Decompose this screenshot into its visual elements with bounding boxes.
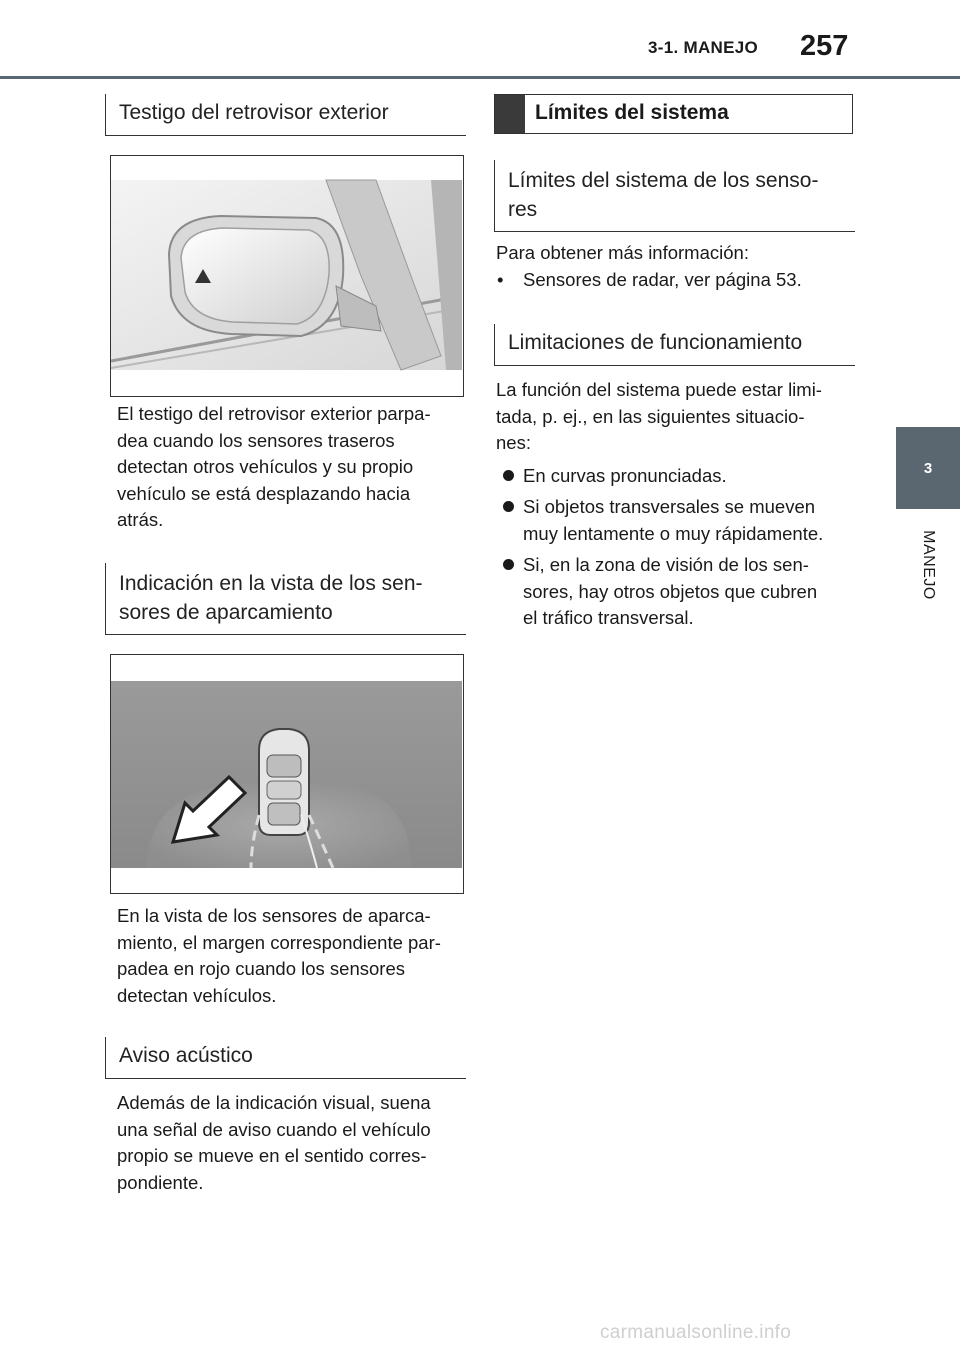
text-line: Además de la indicación visual, suena [117,1092,431,1113]
bullet-dot-icon [503,501,514,512]
list-item [496,267,856,294]
text-line: En curvas pronunciadas. [523,464,727,486]
header-rule [0,76,960,79]
text-line: una señal de aviso cuando el vehículo [117,1118,431,1140]
chapter-side-label-text: MANEJO [920,530,937,600]
text-line: atrás. [117,509,164,530]
text-line: detectan vehículos. [117,984,277,1006]
text-line: En la vista de los sensores de aparca- [117,905,431,926]
heading-sensor-limits-line: Límites del sistema de los senso- [508,169,819,192]
heading-function-limits [494,324,855,366]
text-line: el tráfico transversal. [523,607,694,628]
text-line: muy lentamente o muy rápidamente. [523,522,824,544]
heading-sensor-limits-line: res [508,198,538,221]
text-line: tada, p. ej., en las siguientes situacio- [496,405,805,427]
running-header-section: 3-1. MANEJO [648,38,759,57]
heading-sensor-limits [494,160,855,232]
list-item [496,494,858,547]
heading-function-limits-text: Limitaciones de funcionamiento [508,331,803,354]
text-line: La función del sistema puede estar limi- [496,379,822,400]
text-line: Para obtener más información: [496,242,749,263]
heading-parking-view-line: Indicación en la vista de los sen- [119,572,423,595]
heading-bar [495,95,525,133]
text-line: sores, hay otros objetos que cubren [523,580,818,602]
heading-parking-view-line: sores de aparcamiento [119,601,333,624]
paragraph-function-limits [496,377,858,637]
figure-exterior-mirror [110,155,464,397]
chapter-side-label [905,522,951,612]
list-item [496,552,858,632]
heading-mirror-indicator-text: Testigo del retrovisor exterior [119,101,389,124]
bullet-dot-icon [503,559,514,570]
heading-mirror-indicator [105,94,466,136]
text-line: miento, el margen correspondiente par- [117,931,441,953]
page-number: 257 [800,30,849,62]
heading-acoustic-warning-text: Aviso acústico [119,1044,253,1067]
text-line: nes: [496,432,531,453]
chapter-tab: 3 [896,427,960,509]
reference-link[interactable]: Sensores de radar, ver página 53. [523,268,802,290]
heading-system-limits [494,94,853,134]
heading-system-limits-text: Límites del sistema [535,101,729,124]
text-line: dea cuando los sensores traseros [117,429,395,451]
paragraph-parking-view [117,903,467,1009]
heading-acoustic-warning [105,1037,466,1079]
text-line: Si, en la zona de visión de los sen- [523,554,809,575]
parking-view-illustration [111,655,462,892]
paragraph-more-info [496,240,856,293]
bullet-mark: • [497,268,504,290]
text-line: padea en rojo cuando los sensores [117,958,405,979]
text-line: detectan otros vehículos y su propio [117,456,414,477]
text-line: vehículo se está desplazando hacia [117,482,411,504]
figure-parking-sensor-view [110,654,464,894]
watermark: carmanualsonline.info [600,1322,792,1343]
bullet-dot-icon [503,470,514,481]
mirror-illustration [111,156,462,395]
list-item [496,463,858,490]
paragraph-acoustic-warning [117,1090,467,1196]
paragraph-mirror-indicator [117,401,467,534]
text-line: Si objetos transversales se mueven [523,496,816,517]
text-line: pondiente. [117,1171,204,1193]
heading-parking-view [105,563,466,635]
text-line: El testigo del retrovisor exterior parpa- [117,403,431,424]
text-line: propio se mueve en el sentido corres- [117,1145,427,1166]
